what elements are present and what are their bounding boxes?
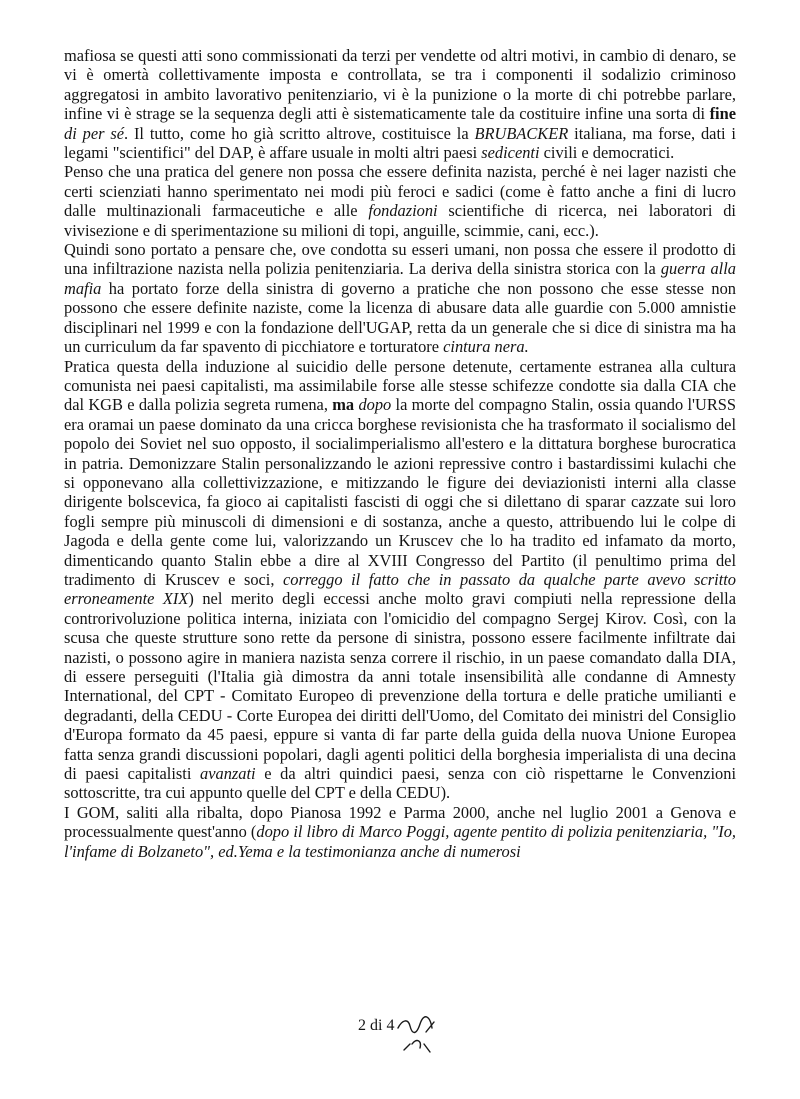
- text-run: scientifiche di ricerca, nei laboratori di vivisezione e di sperimentazione su milioni di topi, anguille, scimmie, cani, ecc.).: [64, 201, 736, 240]
- italic-text: guerra alla mafia: [64, 259, 736, 298]
- italic-text: dopo: [358, 395, 392, 415]
- text-run: I GOM, saliti alla ribalta, dopo Pianosa 1992 e Parma 2000, anche nel luglio 2001 a Genova e processualmente quest'anno (: [64, 802, 736, 842]
- text-run: ) nel merito degli eccessi anche molto gravi compiuti nella repressione della controrivoluzione politica interna, iniziata con l'omicidio del compagno Sergej Kirov. Così, con la scusa che queste strutture sono rette da persone di sinistra, possono essere facilmente infiltrate dai nazisti, o possono agire in maniera nazista senza correre il rischio, in un paese comandato dalla DIA, di essere perseguiti (l'Italia già dimostra da anni totale insensibilità alle condanne di Amnesty International, del CPT - Comitato Europeo di prevenzione della tortura e delle pratiche umilianti e degradanti, della CEDU - Corte Europea dei diritti dell'Uomo, del Comitato dei ministri del Consiglio d'Europa formato da 45 paesi, eppure si vanta di far parte della guida della nuova Unione Europea fatta senza grandi discussioni popolari, dagli agenti politici della borghesia imperialista di una decina di paesi capitalisti: [64, 589, 736, 784]
- italic-text: dopo il libro di Marco Poggi, agente pentito di polizia penitenziaria, "Io, l'infame di Bolzaneto", ed.Yema e la testimonianza anche di numerosi: [64, 822, 737, 861]
- italic-text: fondazioni: [368, 201, 438, 221]
- text-run: Penso che una pratica del genere non possa che essere definita nazista, perché è nei lager nazisti che certi scienziati hanno sperimentato nei modi più feroci e sadici (come è fatto anche a fini di lucro dalle multinazionali farmaceutiche e alle: [64, 162, 736, 221]
- text-run: e da altri quindici paesi, senza con ciò rispettarne le Convenzioni sottoscritte, tra cui appunto quelle del CPT e della CEDU).: [64, 764, 736, 803]
- text-run: Quindi sono portato a pensare che, ove condotta su esseri umani, non possa che essere il prodotto di una infiltrazione nazista nella polizia penitenziaria. La deriva della sinistra storica con la: [64, 240, 736, 279]
- document-body: [64, 46, 736, 861]
- bold-text: ma: [332, 395, 355, 415]
- paragraph: [64, 357, 736, 803]
- paragraph: [64, 46, 736, 162]
- paragraph: [64, 803, 736, 861]
- page-number: 2 di 4: [358, 1017, 395, 1034]
- handwritten-signature: [390, 1014, 450, 1062]
- bold-text: fine: [709, 104, 736, 124]
- italic-text: cintura nera.: [443, 337, 529, 357]
- text-run: civili e democratici.: [539, 143, 675, 163]
- italic-text: correggo il fatto che in passato da qualche parte avevo scritto erroneamente XIX: [64, 569, 736, 609]
- italic-text: di per sé: [64, 123, 124, 143]
- italic-text: avanzati: [200, 764, 256, 784]
- italic-text: BRUBACKER: [474, 123, 569, 143]
- text-run: la morte del compagno Stalin, ossia quando l'URSS era oramai un paese dominato da una cricca borghese revisionista che ha trasformato il socialismo del popolo dei Soviet nel suo opposto, il socialimperialismo all'estero e la dittatura borghese burocratica in patria. Demonizzare Stalin personalizzando le azioni repressive contro i bastardissimi kulachi che si opponevano alla collettivizzazione, e mitizzando le figure dei deviazionisti interni alla classe dirigente bolscevica, fa gioco ai capitalisti fascisti di oggi che si dilettano di sparar cazzate sui loro fogli sempre più minuscoli di dimensioni e di sostanza, anche a questo, attribuendo lui le colpe di Jagoda e della gente come lui, valorizzando un Kruscev che lo ha tradito ed infamato da morto, dimenticando quanto Stalin ebbe a dire al XVIII Congresso del Partito (il penultimo prima del tradimento di Kruscev e soci,: [64, 395, 737, 589]
- paragraph: [64, 162, 736, 240]
- text-run: italiana, ma forse, dati i legami "scientifici" del DAP, è affare usuale in molti altri paesi: [64, 123, 736, 163]
- italic-text: sedicenti: [481, 143, 540, 163]
- text-run: mafiosa se questi atti sono commissionati da terzi per vendette od altri motivi, in cambio di denaro, se vi è omertà collettivamente imposta e controllata, se tra i componenti il sodalizio criminoso aggregatosi in ambito lavorativo penitenziario, vi è la punizione o la morte di chi potrebbe parlare, infine vi è strage se la sequenza degli atti è sistematicamente tale da costituire infine una sorta di: [64, 46, 736, 124]
- text-run: . Il tutto, come ho già scritto altrove, costituisce la: [124, 123, 475, 143]
- text-run: Pratica questa della induzione al suicidio delle persone detenute, certamente estranea alla cultura comunista nei paesi capitalisti, ma assimilabile forse alle stesse schifezze condotte sia dalla CIA che dal KGB e dalla polizia segreta rumena,: [64, 356, 736, 415]
- paragraph: [64, 240, 736, 356]
- text-run: ha portato forze della sinistra di governo a pratiche che non possono che esse stesse non possono che essere definite naziste, come la licenza di abusare data alle guardie con 5.000 amnistie disciplinari nel 1999 e con la fondazione dell'UGAP, retta da un generale che si dice di sinistra ma ha un curriculum da far spavento di picchiatore e torturatore: [64, 278, 736, 357]
